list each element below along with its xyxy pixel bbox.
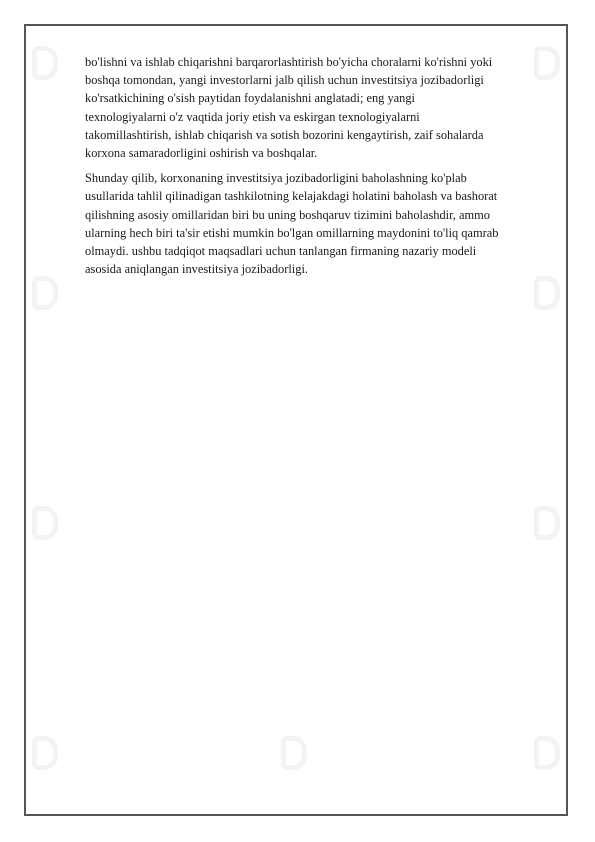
text-line: qilishning asosiy omillaridan biri bu uning boshqaruv tizimini baholashdir, ammo [85, 207, 490, 222]
text-line: Shunday qilib, korxonaning investitsiya jozibadorligini baholashning ko'plab [85, 171, 467, 186]
text-line: asosida aniqlangan investitsiya jozibadorligi. [85, 262, 308, 277]
text-line: texnologiyalarni o'z vaqtida joriy etish va eskirgan texnologiyalarni [85, 109, 420, 124]
text-line: boshqa tomondan, yangi investorlarni jalb qilish uchun investitsiya jozibadorligi [85, 73, 484, 88]
text-line: takomillashtirish, ishlab chiqarish va sotish bozorini kengaytirish, zaif sohalarda [85, 127, 484, 142]
paragraph-1 [85, 53, 555, 162]
text-line: olmaydi. ushbu tadqiqot maqsadlari uchun tanlangan firmaning nazariy modeli [85, 244, 477, 259]
text-line: bo'lishni va ishlab chiqarishni barqarorlashtirish bo'yicha choralarni ko'rishni yoki [85, 55, 493, 69]
text-line: ularning hech biri ta'sir etishi mumkin bo'lgan omillarning maydonini to'liq qamrab [85, 225, 499, 240]
text-line: korxona samaradorligini oshirish va boshqalar. [85, 146, 318, 161]
text-line: usullarida tahlil qilinadigan tashkilotning kelajakdagi holatini baholash va bashorat [85, 189, 498, 204]
paragraph-2 [85, 169, 555, 278]
text-line: ko'rsatkichining o'sish paytidan foydalanishni anglatadi; eng yangi [85, 91, 415, 106]
document-body [85, 53, 555, 278]
